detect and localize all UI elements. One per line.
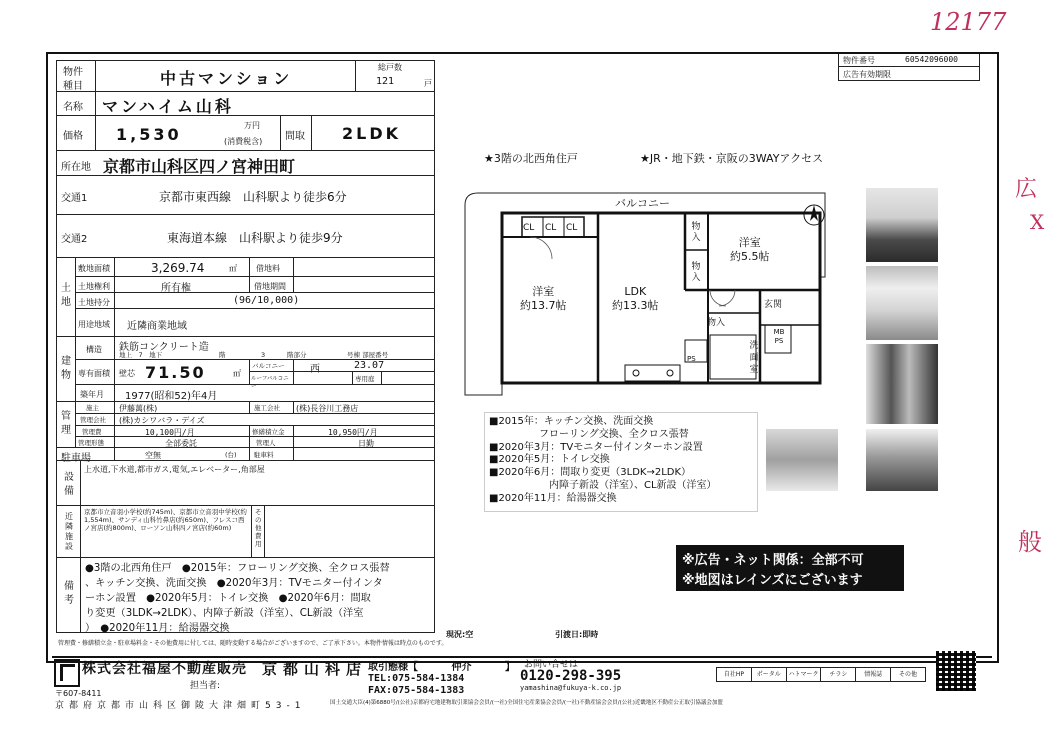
- fee-label: 管理費: [82, 428, 102, 436]
- nearby-value-cell: [80, 505, 252, 558]
- period-value-cell: [293, 276, 435, 293]
- property-id-value: 60542096000: [905, 55, 958, 64]
- units-value: 121: [376, 76, 395, 87]
- zone-label-cell: [75, 308, 115, 337]
- room-a: [520, 285, 567, 313]
- storage-label: 物入: [707, 318, 726, 328]
- renovation-box: [484, 412, 758, 512]
- media-box[interactable]: ポータル: [752, 667, 787, 682]
- qr-code-icon: [936, 651, 976, 691]
- parking-fee-label-cell: [249, 447, 294, 461]
- warning-box: [676, 545, 904, 591]
- private-garden-label: 専用庭: [355, 375, 375, 383]
- license-text: 国土交通大臣(4)第6880号/(公社)京都府宅地建物取引業協会会員/(一社)全国住宅産業協会会員/(一社)不動産協会会員/(公社)近畿地区不動産公正取引協議会加盟: [330, 700, 723, 706]
- facilities-value: 上水道,下水道,都市ガス,電気,エレベーター,角部屋: [84, 465, 265, 474]
- photo-bath: [766, 429, 838, 491]
- transport1-row: [56, 175, 435, 215]
- fax: FAX:075-584-1383: [368, 685, 465, 696]
- type-label: 種目: [63, 81, 83, 92]
- company-address: 京都府京都市山科区御陵大津畑町53-1: [55, 701, 306, 711]
- balcony-label: バルコニー: [252, 362, 285, 370]
- parking-label-cell: [56, 447, 115, 464]
- inquiry-label: お問い合せは: [524, 660, 579, 670]
- address-label: 所在地: [61, 162, 91, 173]
- room-a-size: 約13.7帖: [520, 299, 567, 312]
- land-section-label: 土地: [61, 283, 71, 308]
- balcony-direction: 西: [310, 364, 320, 375]
- area-value-cell: [114, 359, 250, 385]
- roof-balcony-value-cell: [293, 371, 353, 385]
- structure-value: 鉄筋コンクリート造: [119, 342, 209, 353]
- other-cost-label: その他費用: [255, 508, 262, 548]
- mbps-label: MB PS: [773, 328, 785, 345]
- zone-value: 近隣商業地域: [127, 321, 187, 332]
- renovation-item: 内障子新設（洋室）、CL新設（洋室）: [489, 479, 717, 491]
- transport1-value: 京都市東西線 山科駅より徒歩6分: [159, 190, 347, 204]
- floors-text: 地上 7 地下: [119, 351, 163, 359]
- ldk-size: 約13.3帖: [612, 299, 659, 312]
- price-tax: (消費税含): [224, 137, 263, 146]
- land-right-label: 土地権利: [78, 282, 110, 291]
- type-label-cell: [56, 60, 96, 92]
- nearby-value: 京都市立音羽小学校(約745m)、京都市立音羽中学校(約1,554m)、サンディ山科竹鼻店(約650m)、フレスコ西ノ宮店(約800m)、ローソン山科四ノ宮店(約60m): [84, 508, 247, 532]
- storage-label: 物入: [691, 262, 701, 283]
- closet-label: CL: [545, 223, 557, 233]
- repair-value: 10,950円/月: [328, 428, 378, 437]
- constructor-label: 施工会社: [254, 404, 280, 412]
- type-value: 中古マンション: [160, 69, 293, 88]
- form-value: 全部委託: [165, 439, 197, 448]
- units-label: 総戸数: [378, 63, 402, 72]
- media-box[interactable]: チラシ: [821, 667, 856, 682]
- facilities-label-cell: [56, 460, 81, 506]
- deal-type: [368, 658, 515, 673]
- remarks-text: [85, 561, 390, 636]
- site-area-value-cell: [114, 257, 250, 277]
- property-name: マンハイム山科: [102, 97, 234, 116]
- structure-label: 構造: [86, 345, 102, 354]
- area-value: 71.50: [145, 363, 206, 382]
- facilities-label: 設備: [64, 472, 74, 497]
- parking-label: 駐車場: [61, 453, 91, 464]
- property-id-label: 物件番号: [843, 56, 875, 65]
- type-label: 物件: [63, 67, 83, 78]
- repair-label: 修繕積立金: [252, 428, 285, 436]
- photo-kitchen: [866, 266, 938, 340]
- warning-line: ※広告・ネット関係：全部不可: [682, 553, 864, 568]
- roof-balcony-label-cell: [249, 371, 294, 390]
- remarks-line: り変更（3LDK→2LDK）、内障子新設（洋室）、CL新設（洋室: [85, 608, 364, 619]
- branch-name: 京都山科店: [262, 660, 368, 678]
- parking-unit: (台): [225, 451, 237, 459]
- address-row: [56, 150, 435, 176]
- ps-label: PS: [687, 355, 696, 363]
- transport2-label: 交通2: [61, 234, 88, 245]
- remarks-label: 備考: [64, 581, 74, 606]
- transport2-value: 東海道本線 山科駅より徒歩9分: [167, 231, 343, 245]
- renovation-item: ■2020年11月：給湯器交換: [489, 492, 617, 504]
- floor-value: 3: [261, 351, 266, 359]
- floor-part: 階部分: [287, 351, 307, 359]
- layout-value-cell: [311, 115, 435, 151]
- built-label: 築年月: [80, 390, 104, 399]
- media-box[interactable]: ハトマーク: [787, 667, 822, 682]
- renovation-item: ■2020年6月：間取り変更（3LDK→2LDK）: [489, 467, 692, 479]
- price-unit: 万円: [244, 121, 260, 130]
- renovation-item: フローリング交換、全クロス張替: [489, 428, 689, 440]
- photo-room: [866, 188, 938, 262]
- units-unit: 戸: [424, 79, 432, 88]
- remarks-label-cell: [56, 557, 81, 633]
- email: yamashina@fukuya-k.co.jp: [520, 684, 622, 692]
- period-label: 借地期間: [254, 282, 286, 291]
- site-area-label-cell: [75, 257, 115, 277]
- name-label: 名称: [63, 102, 83, 113]
- share-value-cell: [114, 292, 435, 309]
- handover-label: 引渡日:: [555, 630, 583, 639]
- name-label-cell: [56, 91, 96, 116]
- balcony-label: バルコニー: [615, 197, 670, 210]
- room-b-size: 約5.5帖: [730, 250, 770, 263]
- constructor-value: (株)長谷川工務店: [296, 404, 359, 413]
- price-value-cell: [95, 115, 281, 151]
- units-cell: [355, 60, 435, 92]
- structure-label-cell: [75, 336, 115, 360]
- nearby-label-cell: [56, 505, 81, 558]
- building-section-cell: [56, 336, 76, 402]
- room-b: [730, 236, 770, 264]
- renovation-item: ■2020年3月：TVモニター付インターホン設置: [489, 441, 703, 453]
- media-box[interactable]: 自社HP: [716, 667, 752, 682]
- balcony-area: 23.07: [354, 360, 385, 371]
- renovation-item: ■2015年：キッチン交換、洗面交換: [489, 416, 654, 427]
- built-label-cell: [75, 384, 115, 402]
- company-value: (株)カシワバラ・デイズ: [119, 416, 205, 425]
- handover-value: 即時: [582, 630, 599, 639]
- parking-value-cell: [114, 447, 250, 461]
- layout-value: 2LDK: [342, 124, 402, 143]
- area-label-cell: [75, 359, 115, 385]
- photo-room2: [866, 429, 938, 491]
- other-cost-value-cell: [264, 505, 435, 558]
- period-label-cell: [249, 276, 294, 293]
- tel: TEL:075-584-1384: [368, 673, 465, 684]
- remarks-line: ●3階の北西角住戸 ●2015年：フローリング交換、全クロス張替: [85, 563, 390, 574]
- renovation-list: [489, 416, 717, 506]
- land-section-cell: [56, 257, 76, 337]
- company-logo-icon: [54, 659, 80, 687]
- land-right-label-cell: [75, 276, 115, 293]
- staff-label: 担当者:: [190, 681, 221, 691]
- transport2-row: [56, 214, 435, 258]
- borrowed-value-cell: [293, 257, 435, 277]
- site-area-value: 3,269.74: [151, 261, 205, 275]
- parking-fee-value-cell: [293, 447, 435, 461]
- roof-balcony-label: ルーフバルコニー: [251, 376, 289, 390]
- postal-code: 〒607-8411: [55, 689, 102, 698]
- remarks-line: ） ●2020年11月：給湯器交換: [85, 623, 230, 634]
- built-value-cell: [114, 384, 435, 402]
- handwritten-mark: X: [1030, 210, 1045, 234]
- area-prefix: 壁芯: [119, 369, 135, 378]
- land-right-value: 所有権: [161, 283, 191, 294]
- room-b-label: 洋室: [738, 236, 761, 249]
- wash-label: 洗面室: [749, 341, 759, 375]
- status-value: 空: [465, 630, 474, 639]
- handwritten-mark: 般: [1018, 528, 1042, 556]
- site-area-label: 敷地面積: [78, 264, 110, 273]
- company-label: 管理会社: [80, 416, 106, 424]
- private-garden-label-cell: [352, 371, 382, 385]
- room-number-label: 号棟 部屋番号: [347, 351, 389, 359]
- handwritten-number: 12177: [930, 8, 1007, 36]
- photo-living: [866, 344, 938, 424]
- layout-label-cell: [280, 115, 312, 151]
- notice-text: 管理費・修繕積立金・駐車場料金・その他費用に付しては、随時変動する場合がございますので、ご了承下さい。本物件情報は時点のものです。: [58, 640, 448, 647]
- facilities-value-cell: [80, 460, 435, 506]
- remarks-line: ーホン設置 ●2020年5月：トイレ交換 ●2020年6月：間取: [85, 593, 371, 604]
- entrance-label: 玄関: [764, 300, 783, 310]
- address-value: 京都市山科区四ノ宮神田町: [103, 157, 296, 176]
- form-label: 管理形態: [78, 439, 104, 447]
- share-label-cell: [75, 292, 115, 309]
- media-box[interactable]: 情報誌: [856, 667, 891, 682]
- fee-value: 10,100円/月: [145, 428, 195, 437]
- nearby-label: 近隣施設: [65, 512, 73, 551]
- parking-value: 空無: [145, 451, 161, 460]
- share-label: 土地持分: [78, 298, 110, 307]
- handwritten-mark: 広: [1015, 177, 1038, 202]
- ldk: [612, 285, 659, 313]
- deal-label: 取引態様【: [368, 662, 418, 673]
- closet-label: CL: [523, 223, 535, 233]
- manager-label: 管理人: [256, 439, 276, 447]
- status-row: [446, 629, 473, 640]
- warning-line: ※地図はレインズにございます: [682, 573, 863, 588]
- renovation-item: ■2020年5月：トイレ交換: [489, 454, 610, 466]
- closet-label: CL: [566, 223, 578, 233]
- share-value: (96/10,000): [233, 295, 300, 306]
- site-area-unit: ㎡: [229, 264, 237, 273]
- zone-label: 用途地域: [78, 320, 110, 329]
- media-checkboxes: [716, 667, 926, 682]
- ldk-label: LDK: [624, 285, 647, 298]
- name-value-cell: [95, 91, 435, 116]
- handover-row: [555, 629, 598, 640]
- built-value: 1977(昭和52)年4月: [125, 391, 218, 402]
- private-garden-value-cell: [381, 371, 435, 385]
- price-label: 価格: [63, 131, 83, 142]
- manager-value: 日勤: [358, 439, 374, 448]
- land-right-value-cell: [114, 276, 250, 293]
- borrowed-label-cell: [249, 257, 294, 277]
- storage-label: 物入: [691, 222, 701, 243]
- seller-label: 施主: [86, 404, 99, 412]
- status-label: 現況:: [446, 630, 466, 639]
- area-label: 専有面積: [78, 369, 110, 378]
- company-name: 株式会社福屋不動産販売: [82, 661, 247, 677]
- management-section-cell: [56, 401, 76, 448]
- area-unit: ㎡: [233, 369, 241, 378]
- borrowed-label: 借地料: [256, 264, 280, 273]
- price-label-cell: [56, 115, 96, 151]
- type-value-cell: [95, 60, 356, 92]
- media-box[interactable]: その他: [891, 667, 926, 682]
- building-section-label: 建物: [61, 356, 71, 381]
- room-a-label: 洋室: [532, 285, 555, 298]
- remarks-line: 、キッチン交換、洗面交換 ●2020年3月：TVモニター付インタ: [85, 578, 383, 589]
- feature-2: ★JR・地下鉄・京阪の3WAYアクセス: [640, 152, 824, 165]
- feature-1: ★3階の北西角住戸: [484, 152, 578, 165]
- other-cost-label-cell: [251, 505, 265, 558]
- transport1-label: 交通1: [61, 193, 88, 204]
- deal-value: 仲介: [451, 662, 472, 673]
- floor-label: 階: [219, 351, 226, 359]
- deal-close: 】: [504, 662, 515, 673]
- price-value: 1,530: [116, 125, 182, 144]
- management-section-label: 管理: [61, 411, 71, 436]
- seller-value: 伊藤萬(株): [119, 404, 158, 413]
- free-dial: 0120-298-395: [520, 668, 622, 684]
- parking-fee-label: 駐車料: [254, 451, 274, 459]
- layout-label: 間取: [285, 131, 305, 142]
- remarks-value-cell: [80, 557, 435, 633]
- structure-value-cell: [114, 336, 435, 360]
- zone-value-cell: [114, 308, 435, 337]
- ad-expiry-label: 広告有効期限: [843, 70, 891, 79]
